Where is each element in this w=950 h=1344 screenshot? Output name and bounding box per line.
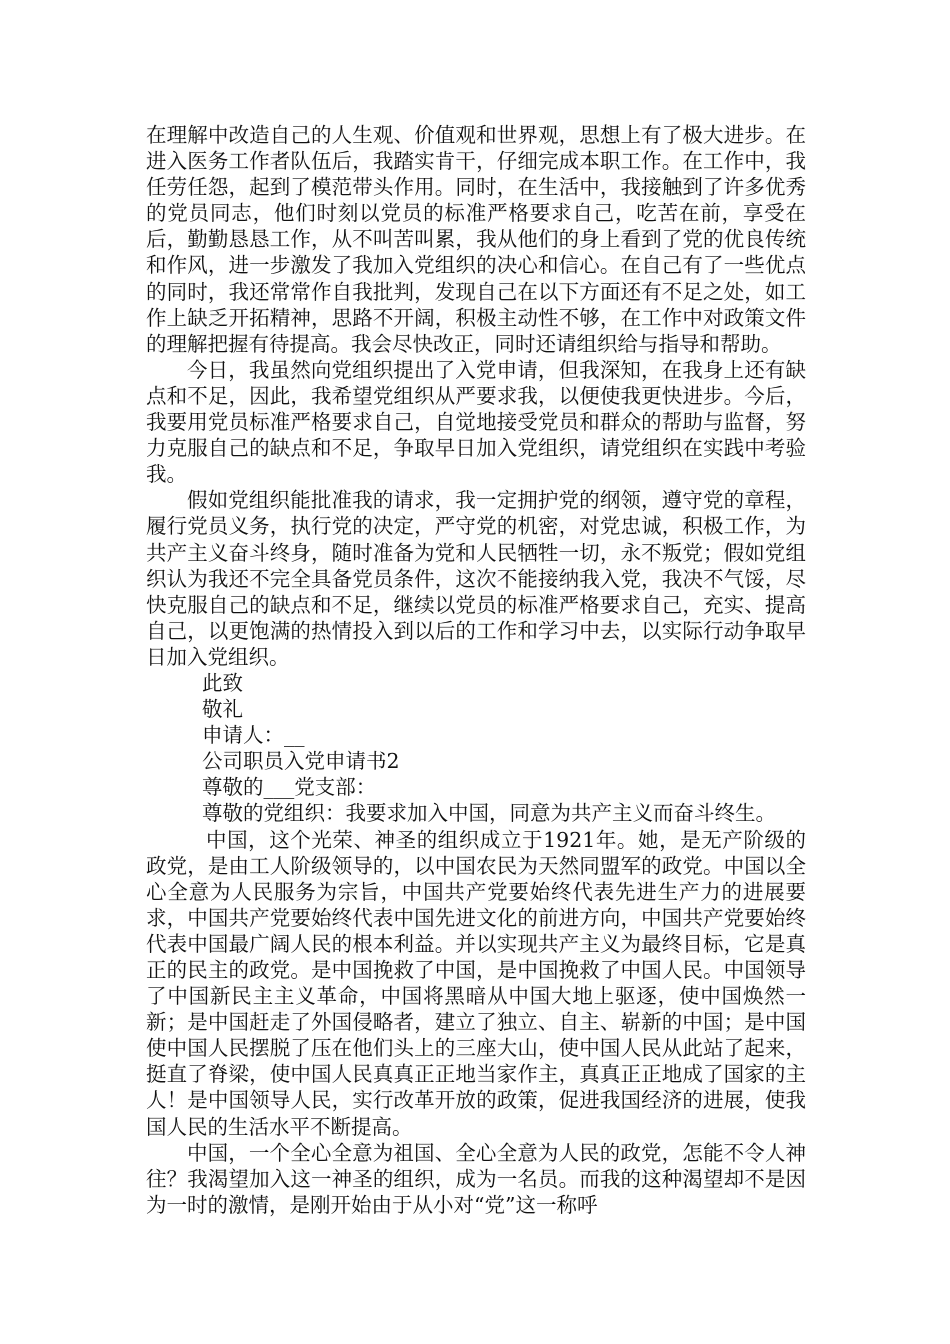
opening-line: 尊敬的党组织：我要求加入中国，同意为共产主义而奋斗终生。 xyxy=(202,801,776,826)
paragraph-5: 中国，一个全心全意为祖国、全心全意为人民的政党，怎能不令人神往？我渴望加入这一神圣的组织，成为一名员。而我的这种渴望却不是因为一时的激情，是刚开始由于从小对“党”这一称呼 xyxy=(146,1140,806,1217)
section-title: 公司职员入党申请书2 xyxy=(202,749,400,774)
paragraph-2: 今日，我虽然向党组织提出了入党申请，但我深知，在我身上还有缺点和不足，因此，我希望党组织从严要求我，以便使我更快进步。今后，我要用党员标准严格要求自己，自觉地接受党员和群众的帮助与监督，努力克服自己的缺点和不足，争取早日加入党组织，请党组织在实践中考验我。 xyxy=(146,357,806,487)
document-page xyxy=(146,122,806,1218)
salutation-line: 尊敬的___党支部： xyxy=(202,775,377,800)
applicant-line: 申请人：__ xyxy=(202,723,305,748)
paragraph-1: 在理解中改造自己的人生观、价值观和世界观，思想上有了极大进步。在进入医务工作者队伍后，我踏实肯干，仔细完成本职工作。在工作中，我任劳任怨，起到了模范带头作用。同时，在生活中，我接触到了许多优秀的党员同志，他们时刻以党员的标准严格要求自己，吃苦在前，享受在后，勤勤恳恳工作，从不叫苦叫累，我从他们的身上看到了党的优良传统和作风，进一步激发了我加入党组织的决心和信心。在自己有了一些优点的同时，我还常常作自我批判，发现自己在以下方面还有不足之处，如工作上缺乏开拓精神，思路不开阔，积极主动性不够，在工作中对政策文件的理解把握有待提高。我会尽快改正，同时还请组织给与指导和帮助。 xyxy=(146,123,806,356)
closing-line-2: 敬礼 xyxy=(202,697,243,722)
closing-line-1: 此致 xyxy=(202,670,243,695)
paragraph-3: 假如党组织能批准我的请求，我一定拥护党的纲领，遵守党的章程，履行党员义务，执行党的决定，严守党的机密，对党忠诚，积极工作，为共产主义奋斗终身，随时准备为党和人民牺牲一切，永不叛党；假如党组织认为我还不完全具备党员条件，这次不能接纳我入党，我决不气馁，尽快克服自己的缺点和不足，继续以党员的标准严格要求自己，充实、提高自己，以更饱满的热情投入到以后的工作和学习中去，以实际行动争取早日加入党组织。 xyxy=(146,488,806,669)
paragraph-4: 中国，这个光荣、神圣的组织成立于1921年。她，是无产阶级的政党，是由工人阶级领导的，以中国农民为天然同盟军的政党。中国以全心全意为人民服务为宗旨，中国共产党要始终代表先进生产力的进展要求，中国共产党要始终代表中国先进文化的前进方向，中国共产党要始终代表中国最广阔人民的根本利益。并以实现共产主义为最终目标，它是真正的民主的政党。是中国挽救了中国，是中国挽救了中国人民。中国领导了中国新民主主义革命，中国将黑暗从中国大地上驱逐，使中国焕然一新；是中国赶走了外国侵略者，建立了独立、自主、崭新的中国；是中国使中国人民摆脱了压在他们头上的三座大山，使中国人民从此站了起来，挺直了脊梁，使中国人民真真正正地当家作主，真真正正地成了国家的主人！是中国领导人民，实行改革开放的政策，促进我国经济的进展，使我国人民的生活水平不断提高。 xyxy=(146,827,806,1139)
